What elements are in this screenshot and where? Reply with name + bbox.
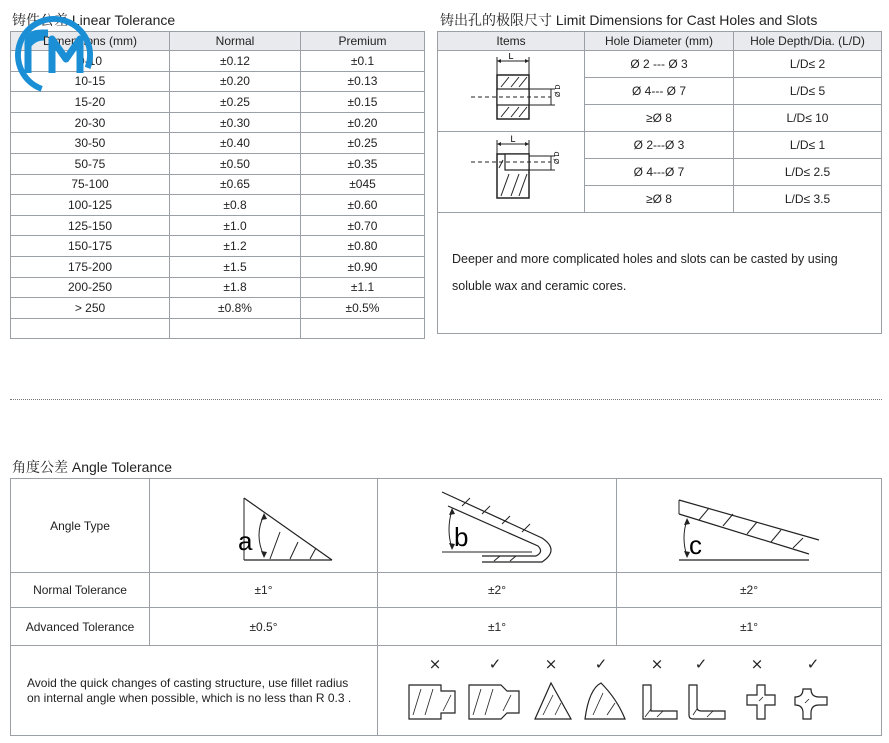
hs-row-depth: L/D≤ 3.5 (734, 186, 882, 213)
table-row (11, 256, 425, 277)
lt-premium: ±0.5% (301, 298, 425, 319)
lt-normal: ±1.8 (170, 277, 301, 298)
linear-tolerance-title: 铸件公差 Linear Tolerance (12, 12, 176, 28)
mark-good: ✓ (806, 655, 819, 673)
table-row (11, 195, 425, 216)
lt-dimension: 50-75 (11, 153, 170, 174)
advanced-tolerance-a: ±0.5° (150, 608, 378, 646)
lt-header-1: Normal (170, 32, 301, 51)
lt-premium: ±0.25 (301, 133, 425, 154)
hs-row-depth: L/D≤ 1 (734, 132, 882, 159)
svg-text:Ø D: Ø D (554, 151, 561, 164)
normal-tolerance-b: ±2° (378, 573, 617, 608)
hs-row-depth: L/D≤ 10 (734, 105, 882, 132)
hole-note-line1: Deeper and more complicated holes and slots can be casted by using (452, 252, 838, 266)
lt-header-2: Premium (301, 32, 425, 51)
normal-tolerance-label: Normal Tolerance (11, 573, 150, 608)
lt-premium: ±0.35 (301, 153, 425, 174)
hs-row-diameter: ≥Ø 8 (585, 186, 734, 213)
mark-bad: × (544, 655, 557, 673)
table-row (11, 174, 425, 195)
lt-premium: ±0.80 (301, 236, 425, 257)
mark-bad: × (750, 655, 763, 673)
mark-good: ✓ (594, 655, 607, 673)
lt-normal: ±0.12 (170, 51, 301, 72)
lt-dimension: 10-15 (11, 71, 170, 92)
lt-normal: ±0.65 (170, 174, 301, 195)
lt-premium: ±0.60 (301, 195, 425, 216)
hole-limits-table (437, 31, 882, 334)
lt-premium: ±0.70 (301, 215, 425, 236)
lt-normal (170, 318, 301, 339)
hs-row-diameter: Ø 4--- Ø 7 (585, 78, 734, 105)
mark-bad: × (428, 655, 441, 673)
lt-dimension: 75-100 (11, 174, 170, 195)
svg-text:Ø D: Ø D (555, 84, 562, 97)
lt-dimension: 0-10 (11, 51, 170, 72)
svg-text:c: c (689, 530, 702, 560)
normal-tolerance-a: ±1° (150, 573, 378, 608)
table-row (11, 298, 425, 319)
table-row (11, 112, 425, 133)
svg-text:L: L (508, 52, 514, 61)
mark-bad: × (650, 655, 663, 673)
hs-row-depth: L/D≤ 2.5 (734, 159, 882, 186)
lt-premium: ±0.20 (301, 112, 425, 133)
table-row (11, 318, 425, 339)
svg-text:b: b (454, 522, 469, 552)
lt-normal: ±0.8 (170, 195, 301, 216)
section-divider (10, 399, 882, 400)
fillet-note-text: Avoid the quick changes of casting structure, use fillet radius on internal angle when possible, which is no less than R 0.3 . (27, 675, 352, 705)
angle-b-diagram (378, 479, 617, 573)
angle-c-diagram (617, 479, 882, 573)
lt-premium: ±0.13 (301, 71, 425, 92)
lt-dimension: 15-20 (11, 92, 170, 113)
lt-dimension (11, 318, 170, 339)
structure-examples (378, 646, 882, 736)
table-row (11, 277, 425, 298)
angle-type-label: Angle Type (11, 479, 150, 573)
lt-dimension: 100-125 (11, 195, 170, 216)
lt-dimension: 200-250 (11, 277, 170, 298)
lt-normal: ±1.2 (170, 236, 301, 257)
hs-header-depth: Hole Depth/Dia. (L/D) (734, 32, 882, 51)
lt-normal: ±0.50 (170, 153, 301, 174)
blind-hole-diagram (438, 132, 585, 213)
mark-good: ✓ (694, 655, 707, 673)
angle-tolerance-table (10, 478, 882, 736)
table-row (11, 153, 425, 174)
lt-premium: ±1.1 (301, 277, 425, 298)
table-row (11, 133, 425, 154)
lt-premium (301, 318, 425, 339)
hole-note (438, 213, 882, 334)
advanced-tolerance-label: Advanced Tolerance (11, 608, 150, 646)
lt-premium: ±0.1 (301, 51, 425, 72)
lt-dimension: > 250 (11, 298, 170, 319)
lt-normal: ±0.30 (170, 112, 301, 133)
lt-header-0: Dimensions (mm) (11, 32, 170, 51)
company-logo-icon (8, 15, 104, 95)
lt-premium: ±045 (301, 174, 425, 195)
lt-normal: ±1.5 (170, 256, 301, 277)
advanced-tolerance-c: ±1° (617, 608, 882, 646)
advanced-tolerance-b: ±1° (378, 608, 617, 646)
table-row (11, 215, 425, 236)
lt-normal: ±0.8% (170, 298, 301, 319)
mark-good: ✓ (488, 655, 501, 673)
lt-normal: ±0.25 (170, 92, 301, 113)
hs-row-depth: L/D≤ 5 (734, 78, 882, 105)
lt-dimension: 30-50 (11, 133, 170, 154)
hs-row-diameter: Ø 2---Ø 3 (585, 132, 734, 159)
hs-header-diameter: Hole Diameter (mm) (585, 32, 734, 51)
angle-tolerance-title: 角度公差 Angle Tolerance (12, 459, 173, 475)
svg-text:a: a (237, 526, 252, 556)
hole-note-line2: soluble wax and ceramic cores. (452, 279, 627, 293)
angle-a-diagram (150, 479, 378, 573)
hole-limits-title: 铸出孔的极限尺寸 Limit Dimensions for Cast Holes and Slots (440, 12, 818, 28)
lt-dimension: 20-30 (11, 112, 170, 133)
lt-dimension: 150-175 (11, 236, 170, 257)
lt-normal: ±1.0 (170, 215, 301, 236)
lt-premium: ±0.15 (301, 92, 425, 113)
lt-dimension: 175-200 (11, 256, 170, 277)
lt-normal: ±0.40 (170, 133, 301, 154)
hs-row-diameter: ≥Ø 8 (585, 105, 734, 132)
svg-text:L: L (510, 133, 516, 144)
lt-dimension: 125-150 (11, 215, 170, 236)
hs-row-diameter: Ø 2 --- Ø 3 (585, 51, 734, 78)
lt-normal: ±0.20 (170, 71, 301, 92)
normal-tolerance-c: ±2° (617, 573, 882, 608)
table-row (11, 236, 425, 257)
fillet-note (11, 646, 378, 736)
hs-row-depth: L/D≤ 2 (734, 51, 882, 78)
hs-header-items: Items (438, 32, 585, 51)
through-hole-diagram (438, 51, 585, 132)
hs-row-diameter: Ø 4---Ø 7 (585, 159, 734, 186)
lt-premium: ±0.90 (301, 256, 425, 277)
